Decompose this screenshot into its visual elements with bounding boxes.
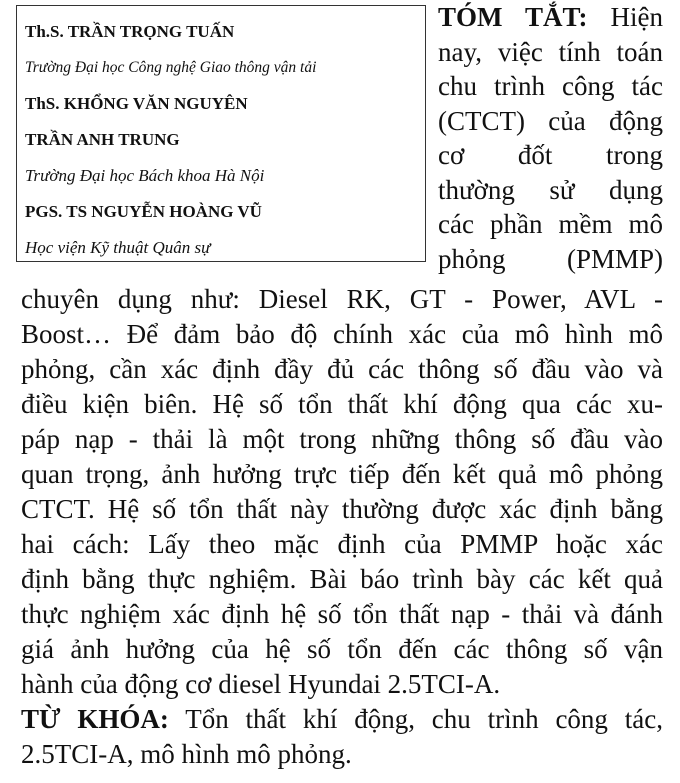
keywords-label: TỪ KHÓA: xyxy=(21,704,169,734)
abstract-line: (CTCT) của động xyxy=(438,105,663,136)
author-box xyxy=(16,5,426,262)
abstract-line: giá ảnh hưởng của hệ số tổn đến các thông số vận xyxy=(21,634,663,664)
abstract-body xyxy=(21,282,663,772)
abstract-line: cơ đốt trong xyxy=(438,140,663,170)
abstract-line: điều kiện biên. Hệ số tổn thất khí động qua các xu- xyxy=(21,389,663,419)
author-affiliation: Trường Đại học Công nghệ Giao thông vận tải xyxy=(25,59,317,76)
abstract-line: nay, việc tính toán xyxy=(438,36,663,67)
author-name: Th.S. TRẦN TRỌNG TUẤN xyxy=(25,22,235,41)
keywords-line: 2.5TCI-A, mô hình mô phỏng. xyxy=(21,739,352,769)
abstract-line: hành của động cơ diesel Hyundai 2.5TCI-A. xyxy=(21,669,501,699)
abstract-line xyxy=(438,0,663,35)
abstract-label: TÓM TẮT: xyxy=(438,2,588,32)
keywords-text: Tổn thất khí động, chu trình công tác, xyxy=(168,704,663,734)
author-affiliation: Trường Đại học Bách khoa Hà Nội xyxy=(25,166,265,185)
keywords-line xyxy=(21,702,663,737)
abstract-line: chuyên dụng như: Diesel RK, GT - Power, AVL - xyxy=(21,284,663,314)
author-name: TRẦN ANH TRUNG xyxy=(25,130,180,149)
abstract-line: hai cách: Lấy theo mặc định của PMMP hoặc xác xyxy=(21,529,663,559)
author-name: PGS. TS NGUYỄN HOÀNG VŨ xyxy=(25,202,262,221)
abstract-line: thường sử dụng xyxy=(438,174,663,205)
abstract-right-column xyxy=(438,0,663,276)
abstract-line: Boost… Để đảm bảo độ chính xác của mô hình mô xyxy=(21,319,663,349)
abstract-text: Hiện xyxy=(587,2,663,32)
abstract-line: CTCT. Hệ số tổn thất này thường được xác định bằng xyxy=(21,494,663,524)
abstract-line: chu trình công tác xyxy=(438,71,663,101)
abstract-line: định bằng thực nghiệm. Bài báo trình bày các kết quả xyxy=(21,564,663,594)
author-affiliation: Học viện Kỹ thuật Quân sự xyxy=(25,238,211,257)
abstract-line: thực nghiệm xác định hệ số tổn thất nạp - thải và đánh xyxy=(21,599,663,629)
abstract-line: các phần mềm mô xyxy=(438,209,663,239)
abstract-line: phỏng, cần xác định đầy đủ các thông số đầu vào và xyxy=(21,354,663,384)
author-name: ThS. KHỔNG VĂN NGUYÊN xyxy=(25,94,248,113)
abstract-line: quan trọng, ảnh hưởng trực tiếp đến kết quả mô phỏng xyxy=(21,459,663,489)
abstract-line: phỏng (PMMP) xyxy=(438,243,663,274)
abstract-line: páp nạp - thải là một trong những thông số đầu vào xyxy=(21,424,663,454)
